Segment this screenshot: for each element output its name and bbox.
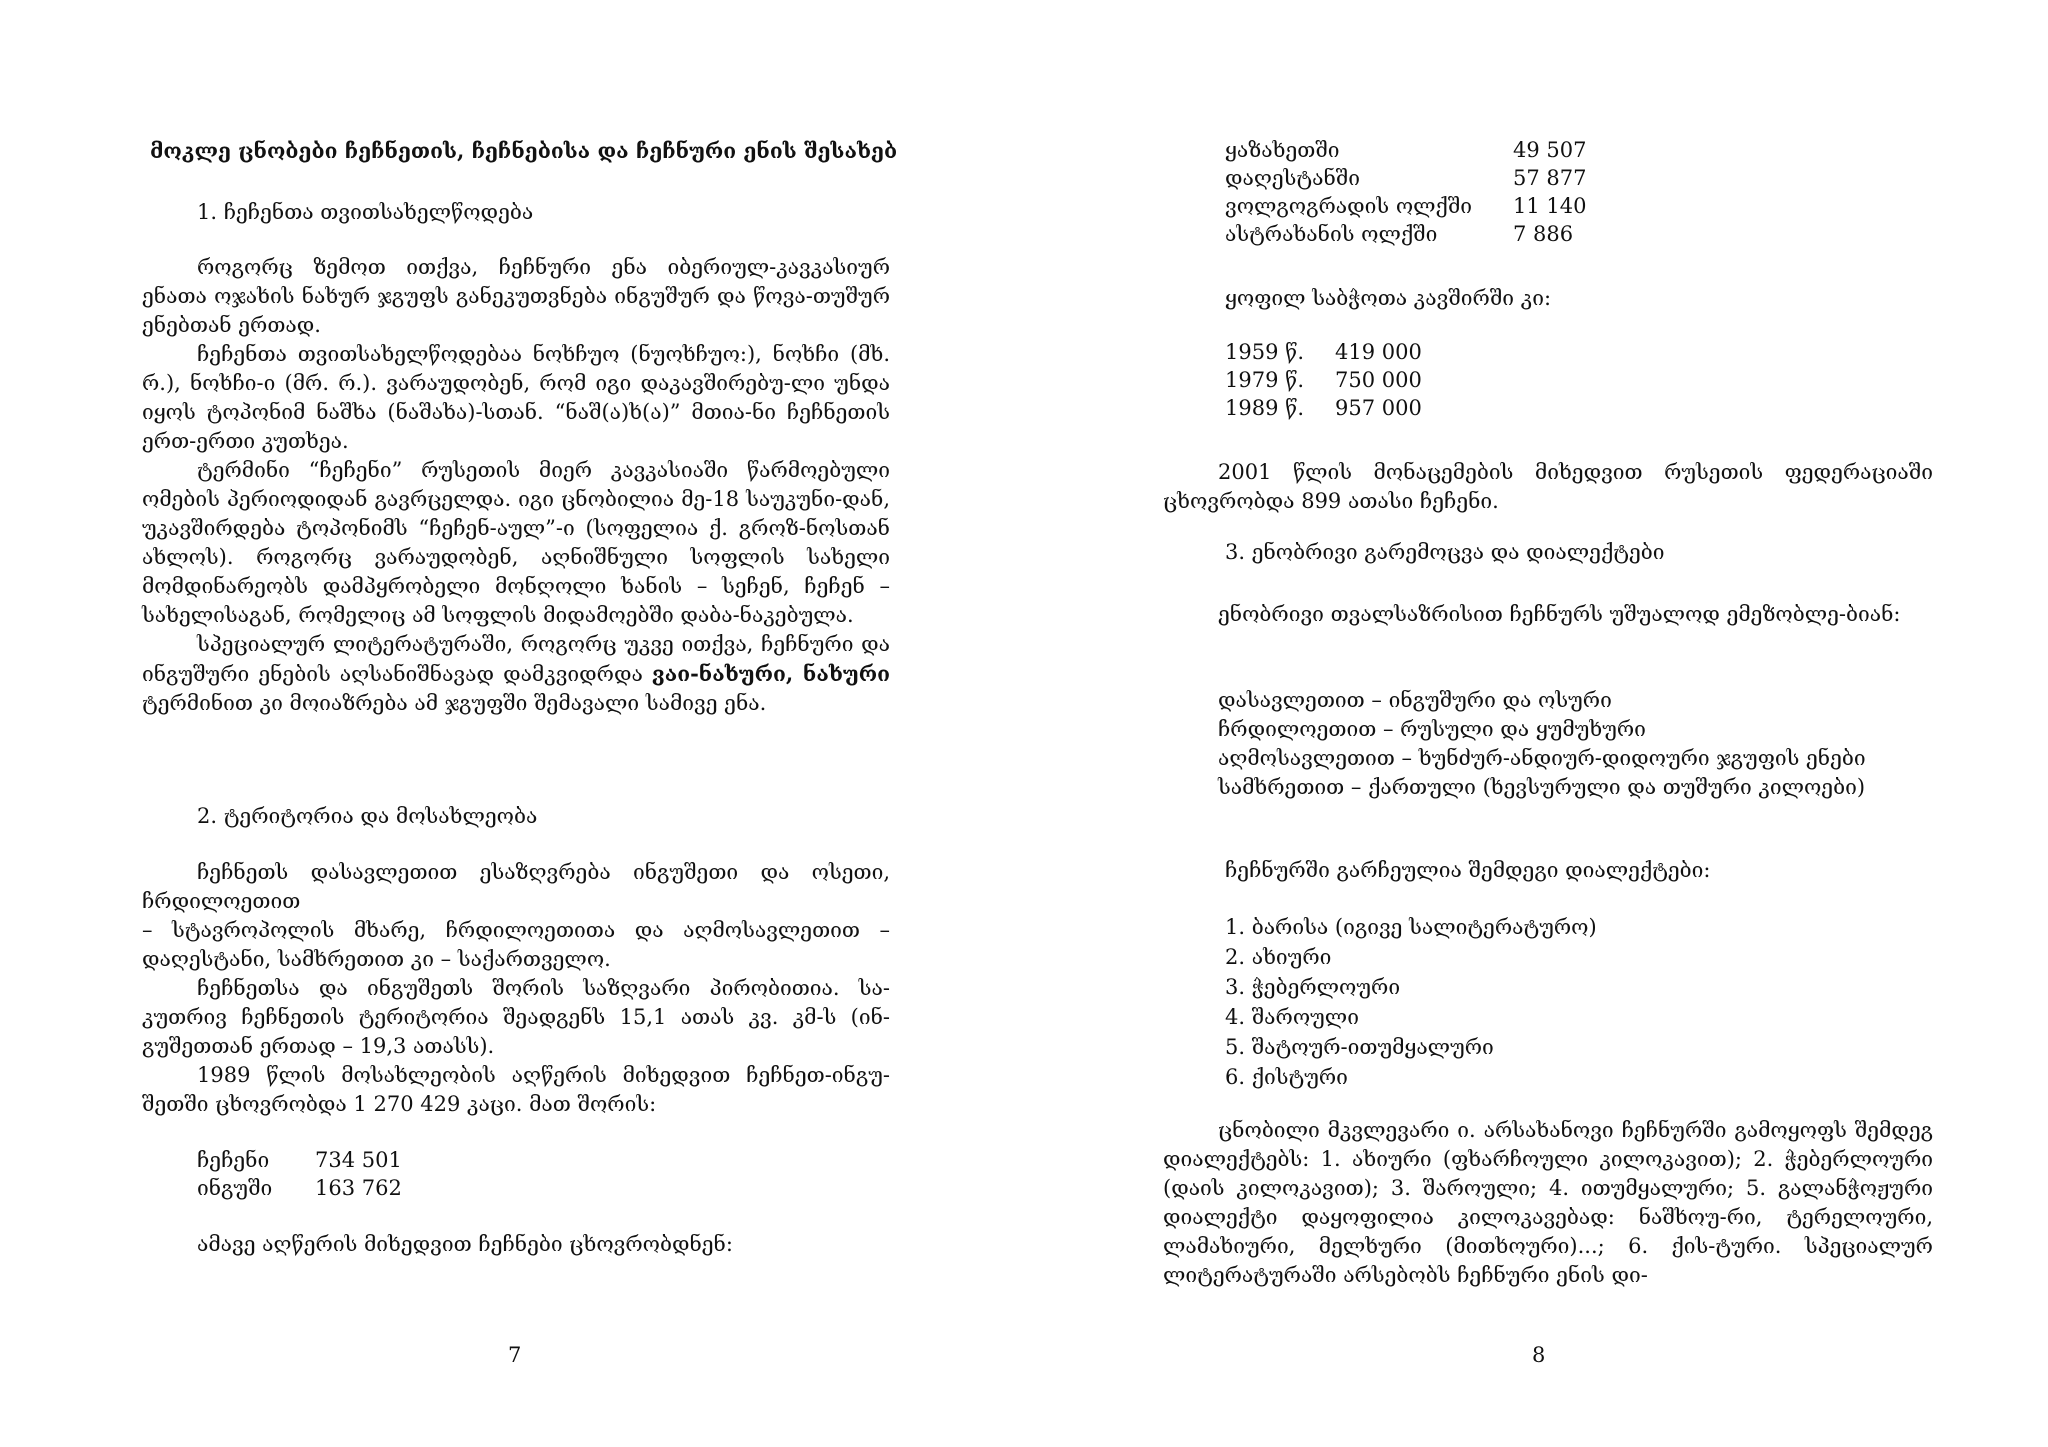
neighbor-item: ჩრდილოეთით – რუსული და ყუმუხური xyxy=(1218,717,1646,741)
population-value: 163 762 xyxy=(315,1176,402,1200)
section2-paragraph-2: ჩეჩნეთსა და ინგუშეთს შორის საზღვარი პირობითია. სა-კუთრივ ჩეჩნეთის ტერიტორია შეადგენს 15,1 ათას კვ. კმ-ს (ინ-გუშეთთან ერთად – 19,3 ათასს). xyxy=(142,976,890,1058)
dialect-item: 3. ჭებერლოური xyxy=(1225,975,1401,999)
section2-heading: 2. ტერიტორია და მოსახლეობა xyxy=(197,804,538,828)
census-2001 xyxy=(1163,458,1933,516)
dialects-intro: ჩეჩნურში გარჩეულია შემდეგი დიალექტები: xyxy=(1225,858,1711,882)
population-row xyxy=(197,1148,402,1172)
section2-paragraph-1b: – სტავროპოლის მხარე, ჩრდილოეთითა და აღმოსავლეთით – დაღესტანი, სამხრეთით კი – საქართველო. xyxy=(142,918,890,971)
paragraph-text: ტერმინით კი მოიაზრება ამ ჯგუფში შემავალი სამივე ენა. xyxy=(142,691,767,715)
census-line: ამავე აღწერის მიხედვით ჩეჩნები ცხოვრობდნენ: xyxy=(197,1232,733,1256)
year-row xyxy=(1225,340,1422,364)
neighbor-item: აღმოსავლეთით – ხუნძურ-ანდიურ-დიდოური ჯგუფის ენები xyxy=(1218,746,1866,770)
region-row xyxy=(1225,166,1586,190)
section3-heading: 3. ენობრივი გარემოცვა და დიალექტები xyxy=(1225,540,1665,564)
population-name: ინგუში xyxy=(197,1176,273,1200)
region-value: 11 140 xyxy=(1513,194,1587,218)
arsakhanov-body xyxy=(1163,1116,1933,1290)
census-2001-paragraph: 2001 წლის მონაცემების მიხედვით რუსეთის ფედერაციაში ცხოვრობდა 899 ათასი ჩეჩენი. xyxy=(1163,460,1933,513)
section3-body xyxy=(1163,600,1933,629)
ussr-line: ყოფილ საბჭოთა კავშირში კი: xyxy=(1225,286,1552,310)
dialect-item: 5. შატოურ-ითუმყალური xyxy=(1225,1035,1494,1059)
paragraph-text: სპეციალურ ლიტერატურაში, როგორც უკვე ითქვა, ჩეჩნური და ინგუშური ენების აღსანიშნავად დამკვიდრდა xyxy=(142,632,890,686)
region-name: ასტრახანის ოლქში xyxy=(1225,222,1438,246)
section1-paragraph-3: ტერმინი “ჩეჩენი” რუსეთის მიერ კავკასიაში წარმოებული ომების პერიოდიდან გავრცელდა. იგი ცნობილია მე-18 საუკუნი-დან, უკავშირდება ტოპონიმს “ჩეჩენ-აულ”-ი (სოფელია ქ. გროზ-ნოსთან ახლოს). როგორც ვარაუდობენ, აღნიშნული სოფლის სახელი მომდინარეობს დამპყრობელი მონღოლი ხანის – სეჩენ, ჩეჩენ – სახელისაგან, რომელიც ამ სოფლის მიდამოებში დაბა-ნაკებულა. xyxy=(142,458,890,627)
section2-body xyxy=(142,858,890,1119)
section1-paragraph-1: როგორც ზემოთ ითქვა, ჩეჩნური ენა იბერიულ-კავკასიურ ენათა ოჯახის ნახურ ჯგუფს განეკუთვნება ინგუშურ და წოვა-თუშურ ენებთან ერთად. xyxy=(142,255,890,337)
population-name: ჩეჩენი xyxy=(197,1148,270,1172)
region-value: 7 886 xyxy=(1513,222,1574,246)
region-value: 57 877 xyxy=(1513,166,1587,190)
dialect-item: 1. ბარისა (იგივე სალიტერატურო) xyxy=(1225,915,1597,939)
dialect-item: 2. ახიური xyxy=(1225,945,1332,969)
region-row xyxy=(1225,138,1586,162)
page-title: მოკლე ცნობები ჩეჩნეთის, ჩეჩნებისა და ჩეჩნური ენის შესახებ xyxy=(150,138,898,163)
year-value: 750 000 xyxy=(1335,368,1422,392)
page-number: 7 xyxy=(508,1343,522,1367)
year-value: 419 000 xyxy=(1335,340,1422,364)
section2-paragraph-1a: ჩეჩნეთს დასავლეთით ესაზღვრება ინგუშეთი და ოსეთი, ჩრდილოეთით xyxy=(142,860,890,913)
year-row xyxy=(1225,396,1422,420)
section1-paragraph-2: ჩეჩენთა თვითსახელწოდებაა ნოხჩუო (ნუოხჩუო:), ნოხჩი (მხ. რ.), ნოხჩი-ი (მრ. რ.). ვარაუდობენ, რომ იგი დაკავშირებუ-ლი უნდა იყოს ტოპონიმ ნაშხა (ნაშახა)-სთან. “ნაშ(ა)ხ(ა)” მთია-ნი ჩეჩნეთის ერთ-ერთი კუთხეა. xyxy=(142,342,890,453)
right-page xyxy=(1024,0,2048,1447)
neighbor-item: სამხრეთით – ქართული (ხევსურული და თუშური კილოები) xyxy=(1218,775,1866,799)
section3-paragraph: ენობრივი თვალსაზრისით ჩეჩნურს უშუალოდ ემეზობლე-ბიან: xyxy=(1218,602,1901,626)
bold-term: ვაი-ნახური, ნახური xyxy=(651,661,890,686)
year-label: 1959 წ. xyxy=(1225,340,1305,364)
population-value: 734 501 xyxy=(315,1148,402,1172)
population-row xyxy=(197,1176,402,1200)
year-label: 1979 წ. xyxy=(1225,368,1305,392)
section2-paragraph-3: 1989 წლის მოსახლეობის აღწერის მიხედვით ჩეჩნეთ-ინგუ-შეთში ცხოვრობდა 1 270 429 კაცი. მათ შორის: xyxy=(142,1063,890,1116)
page-number: 8 xyxy=(1532,1343,1546,1367)
neighbor-item: დასავლეთით – ინგუშური და ოსური xyxy=(1218,688,1612,712)
neighbors-list xyxy=(1163,686,1933,802)
arsakhanov-paragraph: ცნობილი მკვლევარი ი. არსახანოვი ჩეჩნურში გამოყოფს შემდეგ დიალექტებს: 1. ახიური (ფხარჩოული კილოკავით); 2. ჭებერლოური (დაის კილოკავით); 3. შაროული; 4. ითუმყალური; 5. გალანჭოჟური დიალექტი დაყოფილია კილოკავებად: ნაშხოუ-რი, ტერელოური, ლამახიური, მელხური (მითხოური)...; 6. ქის-ტური. სპეციალურ ლიტერატურაში არსებობს ჩეჩნური ენის დი- xyxy=(1163,1118,1933,1287)
section1-body xyxy=(142,253,890,718)
region-row xyxy=(1225,194,1586,218)
region-row xyxy=(1225,222,1573,246)
region-value: 49 507 xyxy=(1513,138,1587,162)
region-name: დაღესტანში xyxy=(1225,166,1360,190)
section1-heading: 1. ჩეჩენთა თვითსახელწოდება xyxy=(197,200,534,224)
section1-paragraph-4 xyxy=(142,630,890,718)
dialect-item: 6. ქისტური xyxy=(1225,1065,1348,1089)
region-name: ყაზახეთში xyxy=(1225,138,1340,162)
dialect-item: 4. შაროული xyxy=(1225,1005,1359,1029)
year-label: 1989 წ. xyxy=(1225,396,1305,420)
year-value: 957 000 xyxy=(1335,396,1422,420)
dialect-list xyxy=(1225,912,1597,1092)
year-row xyxy=(1225,368,1422,392)
region-name: ვოლგოგრადის ოლქში xyxy=(1225,194,1473,218)
